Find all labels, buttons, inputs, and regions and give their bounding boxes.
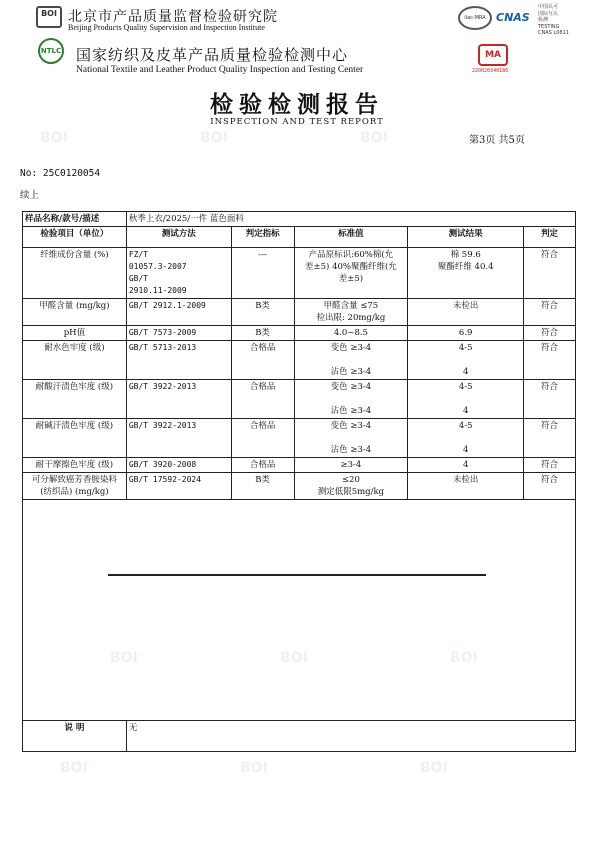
result-line: 棉 59.6 <box>450 250 481 260</box>
column-header: 判定指标 <box>231 227 294 248</box>
test-method: GB/T 2912.1-2009 <box>126 299 231 326</box>
standard-value <box>294 473 408 500</box>
boi-logo: BOI <box>36 6 62 28</box>
test-item: 耐干摩擦色牢度 (级) <box>23 458 127 473</box>
standard-line: 产品原标识:60%棉(允 <box>308 250 394 260</box>
test-method: GB/T 17592-2024 <box>126 473 231 500</box>
table-header <box>23 227 576 248</box>
watermark: BOI <box>200 130 228 146</box>
verdict: 符合 <box>524 419 576 458</box>
standard-value: 4.0~8.5 <box>294 326 408 341</box>
continued-label: 续上 <box>20 190 40 201</box>
cnas-logo: CNAS <box>496 11 530 24</box>
test-method <box>126 248 231 299</box>
column-header: 测试结果 <box>408 227 524 248</box>
column-header: 标准值 <box>294 227 408 248</box>
verdict: 符合 <box>524 248 576 299</box>
cnas-note-line: TESTING <box>538 23 560 30</box>
institute-name-en: Beijing Products Quality Supervision and Inspection Institute <box>68 23 265 32</box>
judgement-index: 合格品 <box>231 458 294 473</box>
table-row <box>23 473 576 500</box>
standard-line: 沾色 ≥3-4 <box>330 406 372 416</box>
table-row <box>23 419 576 458</box>
result-line: 4 <box>462 406 469 416</box>
standard-line: ≤20 <box>341 475 360 485</box>
standard-line: 变色 ≥3-4 <box>330 343 372 353</box>
standard-line: 检出限: 20mg/kg <box>316 313 386 323</box>
test-item: 甲醛含量 (mg/kg) <box>23 299 127 326</box>
standard-line: 沾色 ≥3-4 <box>330 445 372 455</box>
watermark: BOI <box>240 760 268 776</box>
judgement-index: 合格品 <box>231 419 294 458</box>
column-header: 测试方法 <box>126 227 231 248</box>
test-result: 6.9 <box>408 326 524 341</box>
standard-line: 变色 ≥3-4 <box>330 421 372 431</box>
standard-value <box>294 341 408 380</box>
standard-value <box>294 380 408 419</box>
cnas-note-line: CNAS L0811 <box>538 30 569 36</box>
watermark: BOI <box>280 650 308 666</box>
page-info: 第3页 共5页 <box>469 135 525 146</box>
notes-value: 无 <box>126 721 575 752</box>
cnas-note-line: 中国认可 <box>538 4 559 10</box>
blank-area <box>23 500 576 721</box>
table-row <box>23 299 576 326</box>
judgement-index: B类 <box>231 326 294 341</box>
test-item: pH值 <box>23 326 127 341</box>
test-method: GB/T 3922-2013 <box>126 419 231 458</box>
standard-line: 差±5) <box>338 274 364 284</box>
test-method: GB/T 3920-2008 <box>126 458 231 473</box>
test-result <box>408 341 524 380</box>
result-line: 4-5 <box>458 382 473 392</box>
standard-line: 变色 ≥3-4 <box>330 382 372 392</box>
notes-row <box>23 721 576 752</box>
test-result <box>408 419 524 458</box>
result-line: 4-5 <box>458 343 473 353</box>
standard-line: 甲醛含量 ≤75 <box>323 301 379 311</box>
verdict: 符合 <box>524 473 576 500</box>
center-name-cn: 国家纺织及皮革产品质量检验检测中心 <box>76 46 349 64</box>
result-line: 聚酯纤维 40.4 <box>437 262 494 272</box>
end-of-table-rule <box>108 574 486 576</box>
method-line: 01057.3-2007 <box>128 262 187 271</box>
report-title-en: INSPECTION AND TEST REPORT <box>210 117 384 127</box>
notes-label: 说 明 <box>23 721 127 752</box>
table-row <box>23 380 576 419</box>
standard-value <box>294 419 408 458</box>
standard-line: 沾色 ≥3-4 <box>330 367 372 377</box>
test-result: 未检出 <box>408 299 524 326</box>
sample-value: 秋季上衣/2025/一件 蓝色面料 <box>126 212 575 227</box>
sample-row <box>23 212 576 227</box>
standard-line: 测定低限5mg/kg <box>317 487 385 497</box>
institute-name-cn: 北京市产品质量监督检验研究院 <box>68 9 278 25</box>
test-result <box>408 380 524 419</box>
cma-logo: MA <box>478 44 508 66</box>
verdict: 符合 <box>524 341 576 380</box>
cnas-note-line: 检测 <box>538 17 549 23</box>
table-row <box>23 458 576 473</box>
sample-label: 样品名称/款号/描述 <box>23 212 127 227</box>
test-method: GB/T 7573-2009 <box>126 326 231 341</box>
ntlc-logo: NTLC <box>38 38 64 64</box>
judgement-index: B类 <box>231 473 294 500</box>
column-header: 检验项目（单位） <box>23 227 127 248</box>
test-item: 纤维成份含量 (%) <box>23 248 127 299</box>
cnas-accreditation-note <box>538 4 588 37</box>
test-result: 4 <box>408 458 524 473</box>
standard-value <box>294 248 408 299</box>
result-line: 4 <box>462 367 469 377</box>
test-item: 可分解致癌芳香胺染料 (纺织品) (mg/kg) <box>23 473 127 500</box>
ilac-mra-logo: ilac-MRA <box>458 6 492 30</box>
test-item: 耐水色牢度 (级) <box>23 341 127 380</box>
judgement-index: 合格品 <box>231 380 294 419</box>
standard-value: ≥3-4 <box>294 458 408 473</box>
column-header: 判定 <box>524 227 576 248</box>
test-results-table <box>22 211 576 752</box>
method-line: FZ/T <box>128 250 149 259</box>
verdict: 符合 <box>524 299 576 326</box>
test-method: GB/T 3922-2013 <box>126 380 231 419</box>
verdict: 符合 <box>524 458 576 473</box>
test-item: 耐碱汗渍色牢度 (级) <box>23 419 127 458</box>
result-line: 4-5 <box>458 421 473 431</box>
standard-value <box>294 299 408 326</box>
judgement-index: --- <box>231 248 294 299</box>
test-result <box>408 248 524 299</box>
cma-number: 220020340186 <box>472 68 509 74</box>
result-line: 4 <box>462 445 469 455</box>
table-row <box>23 341 576 380</box>
test-item: 耐酸汗渍色牢度 (级) <box>23 380 127 419</box>
watermark: BOI <box>110 650 138 666</box>
test-method: GB/T 5713-2013 <box>126 341 231 380</box>
cnas-note-line: 国际互认 <box>538 10 559 17</box>
watermark: BOI <box>420 760 448 776</box>
report-number: No: 25C0120054 <box>20 168 101 179</box>
judgement-index: 合格品 <box>231 341 294 380</box>
method-line: 2910.11-2009 <box>128 286 187 295</box>
watermark: BOI <box>60 760 88 776</box>
table-row <box>23 248 576 299</box>
watermark: BOI <box>40 130 68 146</box>
watermark: BOI <box>360 130 388 146</box>
method-line: GB/T <box>128 274 149 283</box>
center-name-en: National Textile and Leather Product Quality Inspection and Testing Center <box>76 65 364 75</box>
verdict: 符合 <box>524 326 576 341</box>
verdict: 符合 <box>524 380 576 419</box>
judgement-index: B类 <box>231 299 294 326</box>
watermark: BOI <box>450 650 478 666</box>
report-title-cn: 检验检测报告 <box>210 91 384 118</box>
table-row <box>23 326 576 341</box>
standard-line: 差±5) 40%聚酯纤维(允 <box>305 262 397 272</box>
test-result: 未检出 <box>408 473 524 500</box>
